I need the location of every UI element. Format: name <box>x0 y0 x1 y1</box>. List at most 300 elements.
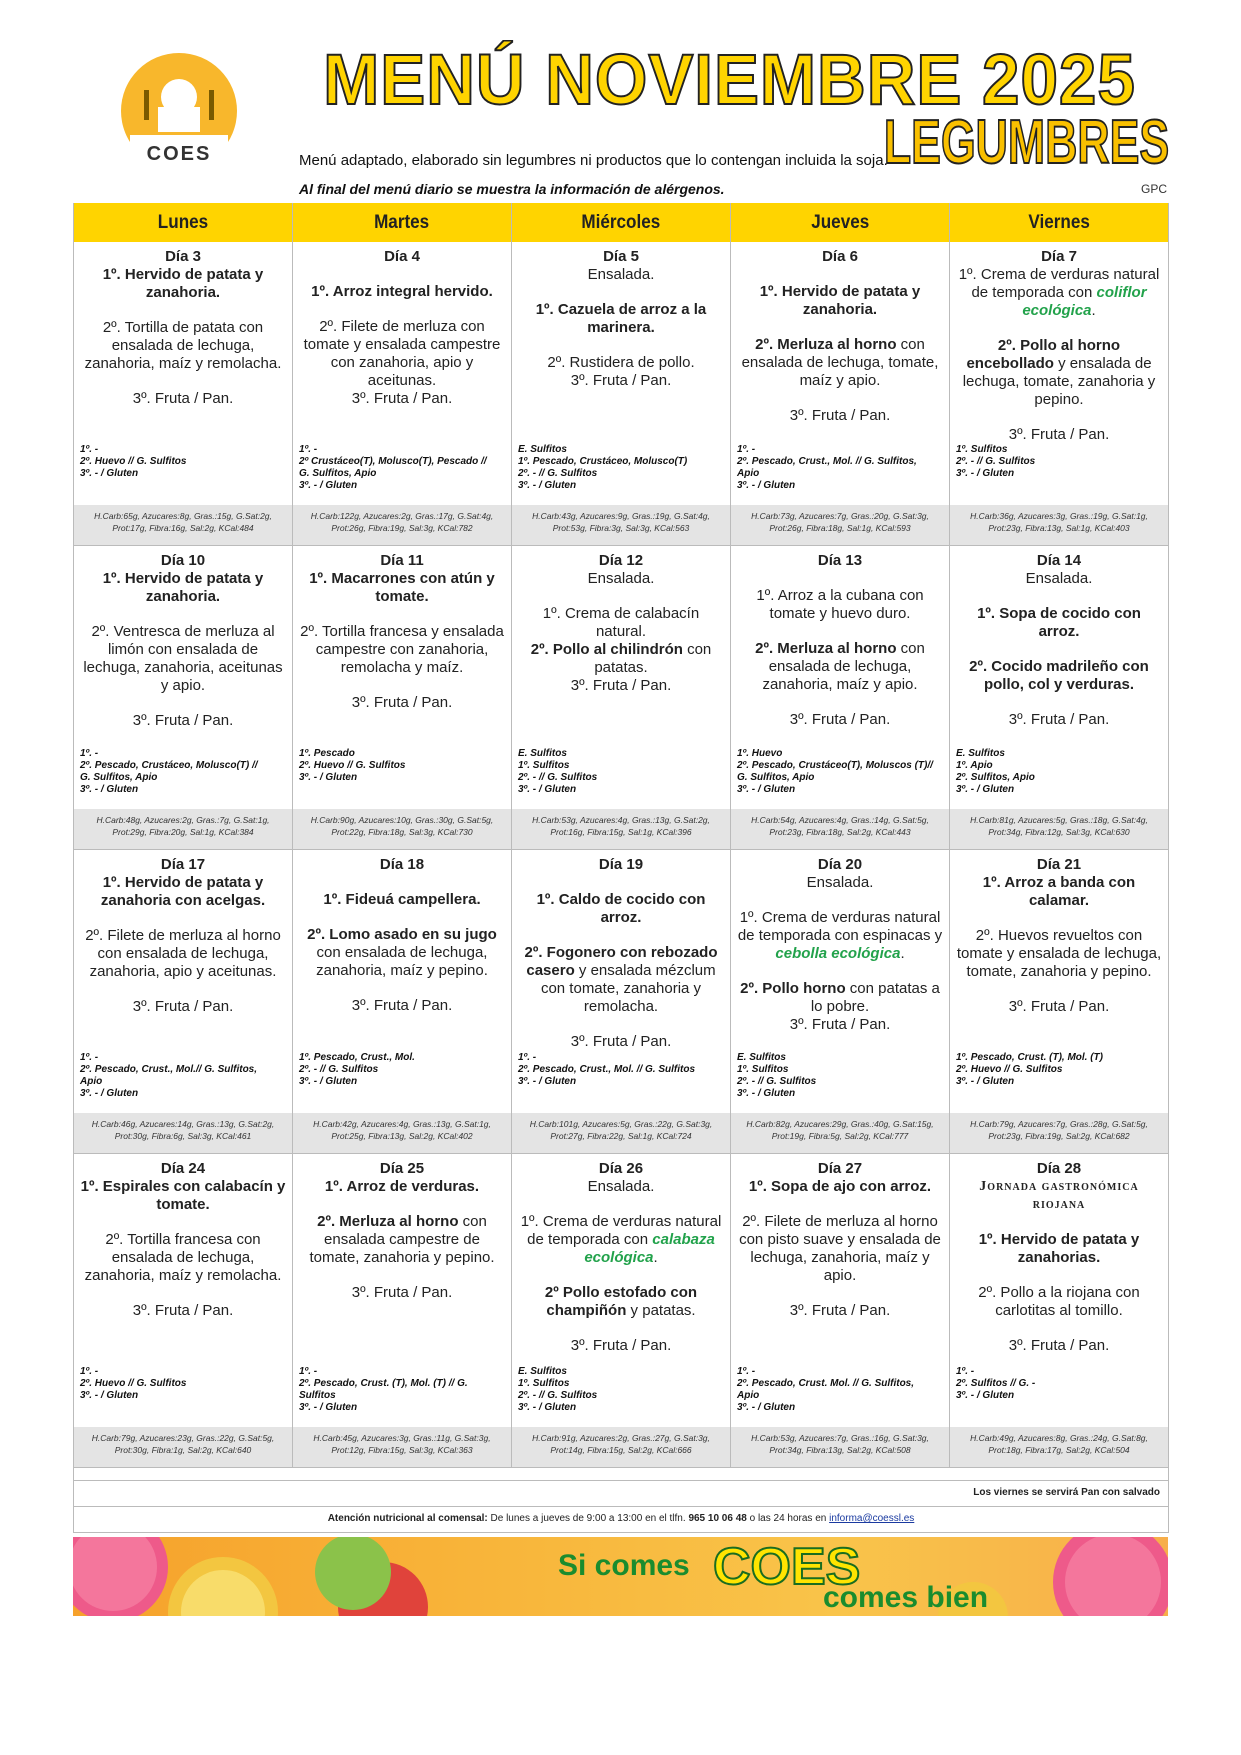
nutrition-line: H.Carb:43g, Azucares:9g, Gras.:19g, G.Sat:4g, <box>532 511 710 521</box>
menu-text: Ensalada. <box>587 266 655 283</box>
menu-line <box>955 927 1163 981</box>
attention-text-2: o las 24 horas en <box>746 1513 830 1524</box>
day-menu <box>512 546 730 746</box>
allergen-line: G. Sulfitos, Apio <box>80 772 158 783</box>
menu-line <box>736 711 944 729</box>
nutrition-line: Prot:18g, Fibra:17g, Sal:2g, KCal:504 <box>988 1445 1130 1455</box>
line-gap <box>298 301 506 318</box>
nutrition-info <box>293 809 511 849</box>
allergen-line: 1º. - <box>737 444 756 455</box>
allergen-line: 1º. Sulfitos <box>518 1378 570 1389</box>
menu-line <box>517 605 725 641</box>
nutrition-line: Prot:23g, Fibra:18g, Sal:2g, KCal:443 <box>769 827 911 837</box>
day-label: Día 20 <box>817 856 863 873</box>
menu-line <box>298 390 506 408</box>
line-gap <box>517 1016 725 1033</box>
allergen-line: 3º. - / Gluten <box>956 784 1015 795</box>
day-menu <box>512 850 730 1050</box>
day-label: Día 18 <box>379 856 425 873</box>
menu-text: 3º. Fruta / Pan. <box>351 997 453 1014</box>
nutrition-line: Prot:19g, Fibra:5g, Sal:2g, KCal:777 <box>771 1131 909 1141</box>
menu-line <box>517 944 725 1016</box>
day-menu <box>731 1154 949 1364</box>
line-gap <box>298 606 506 623</box>
allergen-line: 2º. Pescado, Crust. Mol. // G. Sulfitos, <box>737 1378 915 1389</box>
nutrition-line: H.Carb:122g, Azucares:2g, Gras.:17g, G.Sat:4g, <box>310 511 494 521</box>
day-menu <box>731 546 949 746</box>
menu-line <box>517 301 725 337</box>
day-cell <box>731 850 950 1154</box>
nutrition-info <box>950 809 1168 849</box>
allergen-line: 1º. - <box>518 1052 537 1063</box>
menu-text: 1º. Arroz a la cubana con tomate y huevo duro. <box>756 587 924 622</box>
menu-text: 2º. Tortilla francesa con ensalada de lechuga, zanahoria, maíz y remolacha. <box>84 1231 282 1284</box>
menu-line <box>736 1178 944 1196</box>
allergen-line: 2º Crustáceo(T), Molusco(T), Pescado // <box>299 456 487 467</box>
menu-line <box>955 658 1163 694</box>
allergen-line: 1º. Sulfitos <box>956 444 1008 455</box>
menu-line <box>736 587 944 623</box>
line-gap <box>955 694 1163 711</box>
nutrition-line: Prot:30g, Fibra:1g, Sal:2g, KCal:640 <box>114 1445 252 1455</box>
day-cell <box>293 850 512 1154</box>
line-gap <box>79 302 287 319</box>
day-cell <box>950 850 1169 1154</box>
allergen-line: 3º. - / Gluten <box>80 784 139 795</box>
allergen-line: 3º. - / Gluten <box>80 1088 139 1099</box>
allergen-line: 1º. - <box>80 1052 99 1063</box>
nutrition-line: Prot:34g, Fibra:12g, Sal:3g, KCal:630 <box>988 827 1130 837</box>
menu-text: 1º. Arroz a banda con calamar. <box>982 874 1136 909</box>
slogan-part-2: comes bien <box>823 1581 989 1614</box>
allergen-info <box>74 1050 292 1113</box>
menu-text: 2º Pollo estofado con champiñón <box>544 1284 698 1319</box>
allergen-line: 1º. - <box>80 748 99 759</box>
day-menu <box>950 242 1168 442</box>
menu-text: 1º. Crema de verduras natural de temporada con <box>958 266 1160 301</box>
allergen-line: 1º. - <box>299 444 318 455</box>
allergen-line: 3º. - / Gluten <box>956 468 1015 479</box>
nutrition-line: H.Carb:49g, Azucares:8g, Gras.:24g, G.Sat:8g, <box>970 1433 1148 1443</box>
allergen-line: 1º. Pescado, Crustáceo, Molusco(T) <box>518 456 688 467</box>
day-label: Día 5 <box>603 248 639 265</box>
coes-logo <box>120 52 238 170</box>
menu-line <box>736 1302 944 1320</box>
allergen-line: 3º. - / Gluten <box>80 1390 139 1401</box>
allergen-line: 3º. - / Gluten <box>518 480 577 491</box>
allergen-line: 1º. Pescado, Crust., Mol. <box>299 1052 415 1063</box>
day-label: Día 7 <box>1041 248 1077 265</box>
attention-label: Atención nutricional al comensal: <box>327 1513 488 1524</box>
menu-text: 1º. Sopa de cocido con arroz. <box>977 605 1141 640</box>
allergen-line: 2º. - // G. Sulfitos <box>299 1064 379 1075</box>
nutrition-line: Prot:25g, Fibra:13g, Sal:2g, KCal:402 <box>331 1131 473 1141</box>
allergen-line: 2º. Huevo // G. Sulfitos <box>299 760 406 771</box>
menu-text: 1º. Hervido de patata y zanahoria con acelgas. <box>100 874 266 909</box>
nutrition-info <box>731 809 949 849</box>
menu-text: 2º. Pollo horno <box>740 980 846 997</box>
menu-text: 1º. Crema de calabacín natural. <box>542 605 700 640</box>
menu-line <box>955 266 1163 320</box>
menu-text: 3º. Fruta / Pan. <box>789 1302 891 1319</box>
line-gap <box>736 390 944 407</box>
line-gap <box>79 695 287 712</box>
day-menu <box>731 850 949 1050</box>
menu-text: 2º. Fogonero con rebozado casero <box>524 944 718 979</box>
allergen-info <box>950 1364 1168 1427</box>
menu-line <box>736 980 944 1016</box>
line-gap <box>955 1267 1163 1284</box>
menu-text: y ensalada de lechuga, tomate, zanahoria y pepino. <box>962 355 1156 408</box>
allergen-info <box>950 746 1168 809</box>
menu-text: con ensalada de lechuga, zanahoria, maíz y pepino. <box>316 944 488 979</box>
allergen-line: 3º. - / Gluten <box>518 1076 577 1087</box>
allergen-info <box>74 1364 292 1427</box>
allergen-line: 3º. - / Gluten <box>299 772 358 783</box>
allergen-line: 2º. Pescado, Crust., Mol.// G. Sulfitos, <box>80 1064 258 1075</box>
allergen-info <box>512 1050 730 1113</box>
menu-text: 2º. Merluza al horno <box>755 336 897 353</box>
menu-text: 3º. Fruta / Pan. <box>1008 711 1110 728</box>
day-menu <box>512 242 730 442</box>
menu-text: 3º. Fruta / Pan. <box>570 677 672 694</box>
allergen-line: 2º. - // G. Sulfitos <box>956 456 1036 467</box>
weekday-thursday: Jueves <box>731 203 950 242</box>
day-label: Día 26 <box>598 1160 644 1177</box>
menu-text: 1º. Crema de verduras natural de temporada con <box>520 1213 722 1248</box>
friday-bread-note: Los viernes se servirá Pan con salvado <box>74 1481 1169 1507</box>
menu-line <box>517 1178 725 1196</box>
menu-text: y ensalada mézclum con tomate, zanahoria y remolacha. <box>540 962 716 1015</box>
line-gap <box>955 409 1163 426</box>
menu-line <box>517 677 725 695</box>
page-title: MENÚ NOVIEMBRE 2025 <box>323 41 1136 120</box>
day-menu <box>950 546 1168 746</box>
eco-ingredient: coliflor ecológica <box>1022 284 1147 319</box>
nutrition-line: H.Carb:73g, Azucares:7g, Gras.:20g, G.Sat:3g, <box>751 511 929 521</box>
menu-text: 2º. Cocido madrileño con pollo, col y verduras. <box>969 658 1149 693</box>
line-gap <box>955 641 1163 658</box>
nutrition-info <box>74 1427 292 1467</box>
day-cell <box>512 242 731 546</box>
menu-text: 2º. Ventresca de merluza al limón con ensalada de lechuga, zanahoria, aceitunas y apio. <box>83 623 283 694</box>
nutrition-info <box>512 505 730 545</box>
allergen-info <box>950 442 1168 505</box>
menu-text: 1º. Hervido de patata y zanahoria. <box>102 266 264 301</box>
menu-text: con ensalada de lechuga, zanahoria, maíz y apio. <box>762 640 925 693</box>
line-gap <box>79 1214 287 1231</box>
line-gap <box>736 963 944 980</box>
nutrition-line: H.Carb:53g, Azucares:4g, Gras.:13g, G.Sat:2g, <box>532 815 710 825</box>
slogan-banner <box>73 1537 1168 1616</box>
menu-text: 2º. Filete de merluza con tomate y ensalada campestre con zanahoria, apio y aceitunas. <box>303 318 501 389</box>
menu-line <box>517 266 725 284</box>
nutrition-line: Prot:14g, Fibra:15g, Sal:2g, KCal:666 <box>550 1445 692 1455</box>
menu-line <box>298 623 506 677</box>
menu-text: 3º. Fruta / Pan. <box>789 1016 891 1033</box>
menu-text: . <box>653 1249 658 1266</box>
day-cell <box>950 1154 1169 1468</box>
menu-line <box>298 1213 506 1267</box>
nutrition-info <box>512 809 730 849</box>
allergen-line: 2º. - // G. Sulfitos <box>518 772 598 783</box>
menu-text: 2º. Rustidera de pollo. <box>547 354 695 371</box>
day-menu <box>293 850 511 1050</box>
week-row <box>74 546 1169 850</box>
allergen-line: 2º. Pescado, Crust., Mol. // G. Sulfitos <box>518 1064 696 1075</box>
day-cell <box>293 546 512 850</box>
menu-text: 1º. Hervido de patata y zanahorias. <box>978 1231 1140 1266</box>
menu-line <box>298 997 506 1015</box>
nutrition-line: H.Carb:81g, Azucares:5g, Gras.:18g, G.Sat:4g, <box>970 815 1148 825</box>
day-menu <box>293 242 511 442</box>
nutrition-info <box>74 809 292 849</box>
nutrition-line: H.Carb:36g, Azucares:3g, Gras.:19g, G.Sat:1g, <box>970 511 1148 521</box>
menu-line <box>517 354 725 372</box>
weekday-tuesday: Martes <box>293 203 512 242</box>
allergen-line: 2º. Pescado, Crustáceo(T), Moluscos (T)// <box>737 760 933 771</box>
nutrition-line: Prot:12g, Fibra:15g, Sal:3g, KCal:363 <box>331 1445 473 1455</box>
menu-text: 2º. Pollo al chilindrón <box>530 641 683 658</box>
nutrition-info <box>512 1113 730 1153</box>
weeks-container <box>74 242 1169 1468</box>
nutrition-line: Prot:29g, Fibra:20g, Sal:1g, KCal:384 <box>112 827 254 837</box>
menu-text: Ensalada. <box>1025 570 1093 587</box>
allergen-info <box>731 1050 949 1113</box>
menu-text: 3º. Fruta / Pan. <box>351 694 453 711</box>
allergen-line: 3º. - / Gluten <box>737 1402 796 1413</box>
day-menu <box>950 1154 1168 1364</box>
menu-text: 1º. Macarrones con atún y tomate. <box>309 570 495 605</box>
line-gap <box>79 910 287 927</box>
nutrition-line: H.Carb:79g, Azucares:7g, Gras.:28g, G.Sat:5g, <box>970 1119 1148 1129</box>
nutrition-info <box>731 1427 949 1467</box>
page-subtitle: LEGUMBRES <box>883 108 1169 177</box>
menu-text: 2º. Tortilla francesa y ensalada campestre con zanahoria, remolacha y maíz. <box>300 623 504 676</box>
allergen-line: 1º. Pescado, Crust. (T), Mol. (T) <box>956 1052 1103 1063</box>
menu-line <box>736 1016 944 1034</box>
nutrition-line: Prot:23g, Fibra:19g, Sal:2g, KCal:682 <box>988 1131 1130 1141</box>
day-cell <box>74 850 293 1154</box>
allergen-line: 1º. - <box>299 1366 318 1377</box>
allergen-line: 1º. - <box>737 1366 756 1377</box>
allergen-line: 2º. Pescado, Crust., Mol. // G. Sulfitos, <box>737 456 917 467</box>
menu-line <box>298 891 506 909</box>
nutrition-line: Prot:22g, Fibra:18g, Sal:3g, KCal:730 <box>331 827 473 837</box>
menu-line <box>79 1178 287 1214</box>
nutrition-info <box>293 1113 511 1153</box>
allergen-info <box>74 746 292 809</box>
menu-text: 2º. Huevos revueltos con tomate y ensalada de lechuga, tomate, zanahoria y pepino. <box>956 927 1162 980</box>
line-gap <box>955 1214 1163 1231</box>
day-cell <box>512 850 731 1154</box>
allergen-line: 3º. - / Gluten <box>518 784 577 795</box>
day-cell <box>731 1154 950 1468</box>
menu-text: con patatas. <box>594 641 712 676</box>
menu-text: 1º. Hervido de patata y zanahoria. <box>102 570 264 605</box>
day-menu <box>950 850 1168 1050</box>
allergen-line: 1º. Apio <box>956 760 993 771</box>
weekday-wednesday: Miércoles <box>512 203 731 242</box>
menu-line <box>79 874 287 910</box>
line-gap <box>517 1196 725 1213</box>
menu-text: Ensalada. <box>587 570 655 587</box>
menu-text: 3º. Fruta / Pan. <box>1008 426 1110 443</box>
nutrition-line: H.Carb:91g, Azucares:2g, Gras.:27g, G.Sat:3g, <box>532 1433 710 1443</box>
menu-line <box>298 1178 506 1196</box>
menu-line <box>955 1231 1163 1267</box>
allergen-line: 3º. - / Gluten <box>518 1402 577 1413</box>
menu-text: 2º. Lomo asado en su jugo <box>307 926 497 943</box>
allergen-line: 3º. - / Gluten <box>737 784 796 795</box>
menu-line <box>736 336 944 390</box>
menu-text: 1º. Espirales con calabacín y tomate. <box>80 1178 286 1213</box>
day-label: Día 3 <box>165 248 201 265</box>
spacer-row <box>74 1468 1169 1481</box>
day-cell <box>731 242 950 546</box>
slogan-part-1: Si comes <box>558 1549 690 1582</box>
menu-line <box>736 407 944 425</box>
weekday-friday: Viernes <box>950 203 1169 242</box>
week-row <box>74 1154 1169 1468</box>
day-menu <box>293 546 511 746</box>
menu-text: 1º. Fideuá campellera. <box>323 891 481 908</box>
allergen-info <box>293 442 511 505</box>
email-link[interactable]: informa@coessl.es <box>829 1513 915 1524</box>
line-gap <box>736 892 944 909</box>
menu-line <box>517 641 725 677</box>
line-gap <box>736 570 944 587</box>
attention-text: De lunes a jueves de 9:00 a 13:00 en el tlfn. <box>487 1513 689 1524</box>
nutrition-line: H.Carb:54g, Azucares:4g, Gras.:14g, G.Sat:5g, <box>751 815 929 825</box>
nutrition-info <box>950 1427 1168 1467</box>
menu-text: 2º. Merluza al horno <box>755 640 897 657</box>
menu-text: . <box>900 945 905 962</box>
line-gap <box>736 694 944 711</box>
weekday-header <box>74 203 1169 242</box>
menu-text: 1º. Arroz de verduras. <box>324 1178 480 1195</box>
allergen-line: 2º. - // G. Sulfitos <box>737 1076 817 1087</box>
day-menu <box>512 1154 730 1364</box>
day-label: Día 14 <box>1036 552 1082 569</box>
menu-text: 2º. Pollo al horno encebollado <box>966 337 1121 372</box>
menu-line <box>298 570 506 606</box>
line-gap <box>298 1196 506 1213</box>
allergen-line: 3º. - / Gluten <box>737 480 796 491</box>
nutrition-attention <box>74 1507 1169 1533</box>
day-menu <box>731 242 949 442</box>
nutrition-line: Prot:23g, Fibra:13g, Sal:1g, KCal:403 <box>988 523 1130 533</box>
line-gap <box>955 910 1163 927</box>
allergen-line: Sulfitos <box>299 1390 336 1401</box>
day-label: Día 4 <box>384 248 420 265</box>
allergen-line: 3º. - / Gluten <box>80 468 139 479</box>
menu-line <box>79 266 287 302</box>
allergen-line: Apio <box>737 468 760 479</box>
allergen-line: 2º. Sulfitos, Apio <box>956 772 1035 783</box>
nutrition-line: Prot:16g, Fibra:15g, Sal:1g, KCal:396 <box>550 827 692 837</box>
eco-ingredient: cebolla ecológica <box>775 945 901 962</box>
nutrition-info <box>74 1113 292 1153</box>
menu-line <box>517 1337 725 1355</box>
allergen-line: G. Sulfitos, Apio <box>737 772 815 783</box>
menu-text: 3º. Fruta / Pan. <box>1008 1337 1110 1354</box>
allergen-line: 2º. Pescado, Crust. (T), Mol. (T) // G. <box>299 1378 468 1389</box>
day-cell <box>950 242 1169 546</box>
menu-text: Ensalada. <box>587 1178 655 1195</box>
menu-line <box>79 1231 287 1285</box>
line-gap <box>517 588 725 605</box>
nutrition-line: H.Carb:90g, Azucares:10g, Gras.:30g, G.Sat:5g, <box>310 815 494 825</box>
menu-line <box>955 605 1163 641</box>
menu-text: . <box>1091 302 1096 319</box>
day-label: Día 21 <box>1036 856 1082 873</box>
day-label: Día 28 <box>1036 1160 1082 1177</box>
nutrition-line: Prot:34g, Fibra:13g, Sal:2g, KCal:508 <box>769 1445 911 1455</box>
nutrition-line: H.Carb:65g, Azucares:8g, Gras.:15g, G.Sat:2g, <box>94 511 272 521</box>
eco-ingredient: calabaza ecológica <box>584 1231 715 1266</box>
day-label: Día 24 <box>160 1160 206 1177</box>
menu-line <box>736 640 944 694</box>
allergen-line: 1º. Huevo <box>737 748 783 759</box>
allergen-info <box>731 746 949 809</box>
nutrition-line: Prot:26g, Fibra:19g, Sal:3g, KCal:782 <box>331 523 473 533</box>
nutrition-line: H.Carb:45g, Azucares:3g, Gras.:11g, G.Sat:3g, <box>313 1433 491 1443</box>
allergen-line: G. Sulfitos, Apio <box>299 468 377 479</box>
line-gap <box>79 981 287 998</box>
menu-line <box>517 372 725 390</box>
menu-grid <box>73 203 1169 1533</box>
menu-text: 3º. Fruta / Pan. <box>351 1284 453 1301</box>
allergen-line: 3º. - / Gluten <box>956 1390 1015 1401</box>
menu-text: 1º. Arroz integral hervido. <box>311 283 493 300</box>
allergen-line: 2º. Pescado, Crustáceo, Molusco(T) // <box>80 760 258 771</box>
menu-text: con ensalada campestre de tomate, zanahoria y pepino. <box>309 1213 495 1266</box>
nutrition-info <box>731 505 949 545</box>
allergen-line: 1º. Sulfitos <box>518 760 570 771</box>
menu-text: 2º. Merluza al horno <box>317 1213 459 1230</box>
day-menu <box>74 1154 292 1364</box>
menu-text: 3º. Fruta / Pan. <box>132 712 234 729</box>
day-cell <box>512 546 731 850</box>
allergen-info <box>731 1364 949 1427</box>
allergen-line: 3º. - / Gluten <box>737 1088 796 1099</box>
menu-line <box>736 909 944 963</box>
menu-line <box>955 1337 1163 1355</box>
menu-line <box>79 1302 287 1320</box>
phone-number[interactable]: 965 10 06 48 <box>688 1513 747 1524</box>
menu-line <box>955 711 1163 729</box>
day-cell <box>74 546 293 850</box>
allergen-info <box>512 442 730 505</box>
allergen-info <box>293 1050 511 1113</box>
allergen-info <box>74 442 292 505</box>
allergen-line: E. Sulfitos <box>737 1052 786 1063</box>
menu-line <box>79 623 287 695</box>
allergen-line: 3º. - / Gluten <box>299 1076 358 1087</box>
nutrition-line: Prot:26g, Fibra:18g, Sal:1g, KCal:593 <box>769 523 911 533</box>
menu-text: 3º. Fruta / Pan. <box>351 390 453 407</box>
menu-line <box>79 927 287 981</box>
menu-line <box>736 283 944 319</box>
nutrition-line: H.Carb:82g, Azucares:29g, Gras.:40g, G.Sat:15g, <box>746 1119 934 1129</box>
menu-line <box>298 283 506 301</box>
line-gap <box>517 1320 725 1337</box>
logo-text: COES <box>146 143 212 165</box>
allergen-line: 2º. - // G. Sulfitos <box>518 468 598 479</box>
menu-text: con ensalada de lechuga, tomate, maíz y apio. <box>741 336 939 389</box>
nutrition-info <box>950 1113 1168 1153</box>
